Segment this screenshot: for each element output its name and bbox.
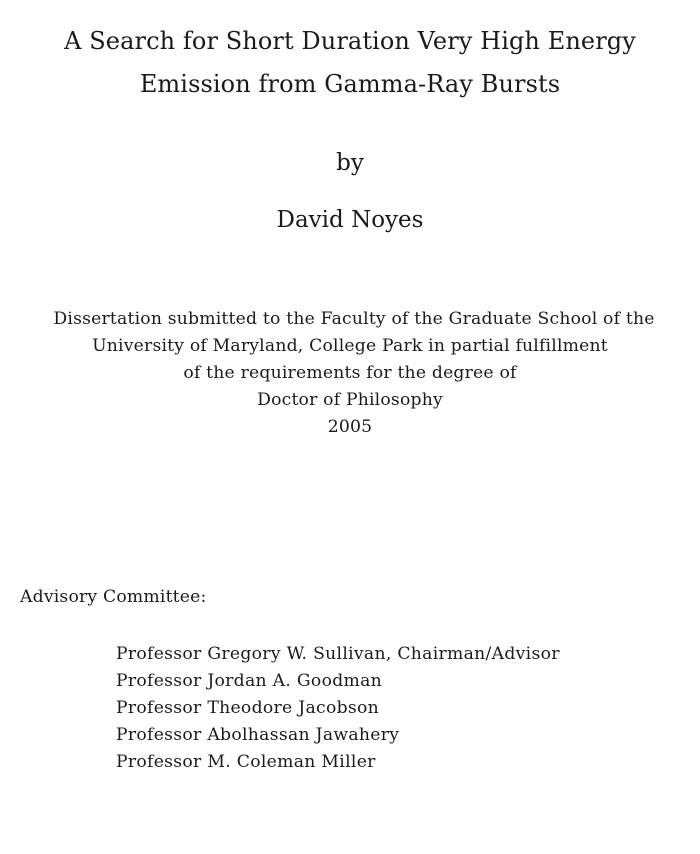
submission-year: 2005 xyxy=(327,417,373,437)
title-line-1: A Search for Short Duration Very High Energy xyxy=(64,27,636,55)
author-name: David Noyes xyxy=(276,207,424,233)
title-line-2: Emission from Gamma-Ray Bursts xyxy=(139,70,561,98)
committee-heading: Advisory Committee: xyxy=(20,587,207,607)
degree-name: Doctor of Philosophy xyxy=(257,390,443,410)
submission-line-2: University of Maryland, College Park in partial fulfillment xyxy=(92,336,608,356)
committee-member: Professor Abolhassan Jawahery xyxy=(116,725,400,745)
committee-list xyxy=(116,641,560,776)
committee-member: Professor Theodore Jacobson xyxy=(116,698,380,718)
committee-member: Professor M. Coleman Miller xyxy=(116,752,376,772)
submission-line-1: Dissertation submitted to the Faculty of the Graduate School of the xyxy=(53,309,655,329)
submission-line-3: of the requirements for the degree of xyxy=(183,363,517,383)
committee-member: Professor Jordan A. Goodman xyxy=(116,671,383,691)
by-text: by xyxy=(336,150,364,176)
committee-member: Professor Gregory W. Sullivan, Chairman/Advisor xyxy=(116,644,560,664)
